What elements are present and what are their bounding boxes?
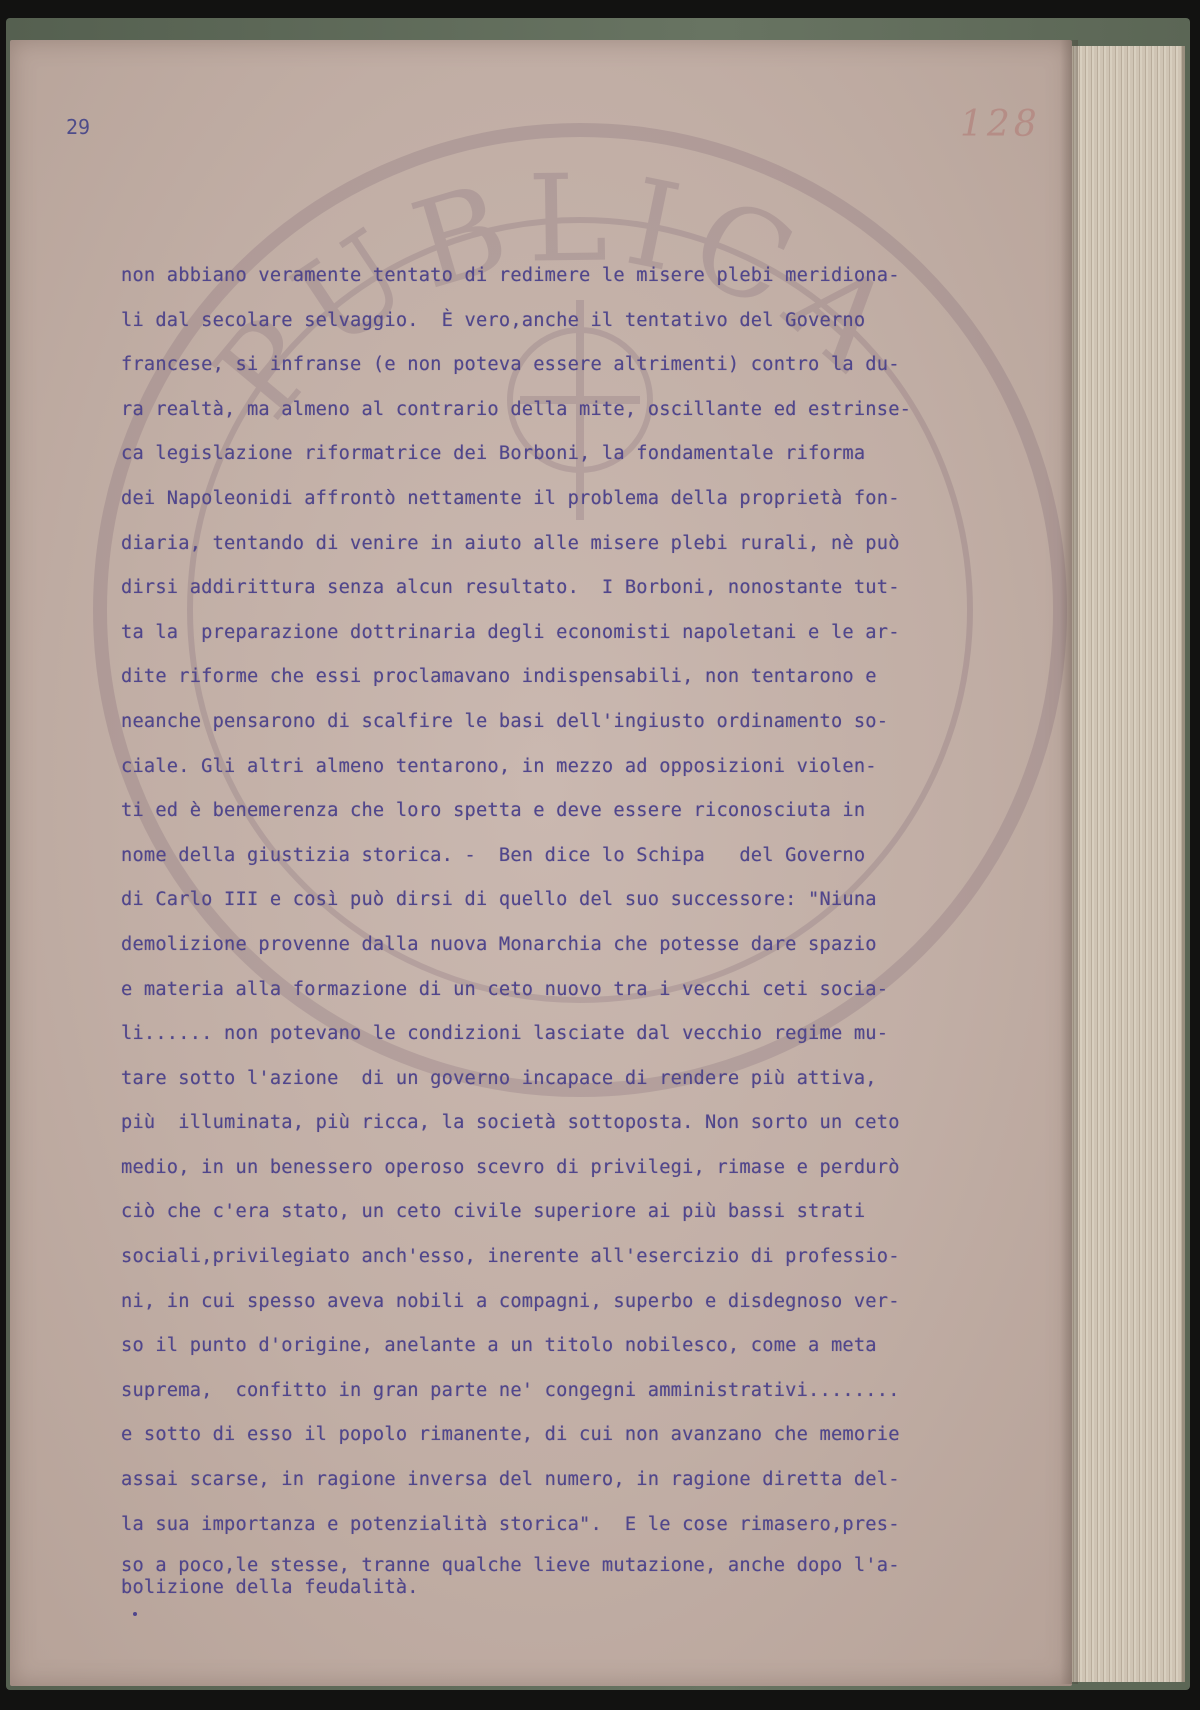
text-line: e sotto di esso il popolo rimanente, di cui non avanzano che memorie	[121, 1424, 900, 1446]
text-line: ti ed è benemerenza che loro spetta e deve essere riconosciuta in	[121, 800, 866, 822]
text-line: ta la preparazione dottrinaria degli economisti napoletani e le ar-	[121, 621, 900, 643]
text-line: suprema, confitto in gran parte ne' congegni amministrativi........	[121, 1379, 900, 1401]
text-line: dite riforme che essi proclamavano indispensabili, non tentarono e	[121, 666, 877, 688]
text-line: li dal secolare selvaggio. È vero,anche il tentativo del Governo	[121, 309, 866, 331]
text-line: demolizione provenne dalla nuova Monarchia che potesse dare spazio	[121, 933, 877, 955]
text-line: ciò che c'era stato, un ceto civile superiore ai più bassi strati	[121, 1201, 866, 1223]
ink-dot	[133, 1612, 137, 1616]
text-line: francese, si infranse (e non poteva essere altrimenti) contro la du-	[121, 354, 900, 376]
text-line: so il punto d'origine, anelante a un titolo nobilesco, come a meta	[121, 1335, 877, 1357]
text-line: assai scarse, in ragione inversa del numero, in ragione diretta del-	[121, 1469, 900, 1491]
text-line: bolizione della feudalità.	[121, 1577, 419, 1599]
text-line: più illuminata, più ricca, la società sottoposta. Non sorto un ceto	[121, 1112, 900, 1134]
text-line: medio, in un benessero operoso scevro di privilegi, rimase e perdurò	[121, 1156, 900, 1178]
handwritten-folio-number: 128	[960, 104, 1041, 145]
text-line: ciale. Gli altri almeno tentarono, in mezzo ad opposizioni violen-	[121, 755, 877, 777]
text-line: ca legislazione riformatrice dei Borboni, la fondamentale riforma	[121, 443, 866, 465]
text-line: tare sotto l'azione di un governo incapace di rendere più attiva,	[121, 1067, 877, 1089]
text-line: ra realtà, ma almeno al contrario della mite, oscillante ed estrinse-	[121, 398, 912, 420]
typewritten-body	[121, 254, 1056, 1599]
text-line: dirsi addirittura senza alcun resultato. I Borboni, nonostante tut-	[121, 577, 900, 599]
text-line: diaria, tentando di venire in aiuto alle misere plebi rurali, nè può	[121, 532, 900, 554]
page-number: 29	[66, 115, 91, 139]
text-line: li...... non potevano le condizioni lasciate dal vecchio regime mu-	[121, 1023, 889, 1045]
text-line: di Carlo III e così può dirsi di quello del suo successore: "Niuna	[121, 889, 877, 911]
text-line: neanche pensarono di scalfire le basi dell'ingiusto ordinamento so-	[121, 710, 889, 732]
text-line: sociali,privilegiato anch'esso, inerente all'esercizio di professio-	[121, 1246, 900, 1268]
gutter-shadow	[1060, 40, 1078, 1684]
text-line: e materia alla formazione di un ceto nuovo tra i vecchi ceti socia-	[121, 978, 889, 1000]
text-line: nome della giustizia storica. - Ben dice lo Schipa del Governo	[121, 844, 866, 866]
text-line: so a poco,le stesse, tranne qualche lieve mutazione, anche dopo l'a-	[121, 1555, 900, 1577]
text-line: non abbiano veramente tentato di redimere le misere plebi meridiona-	[121, 265, 900, 286]
text-line: dei Napoleonidi affrontò nettamente il problema della proprietà fon-	[121, 487, 900, 509]
page-edges	[1070, 46, 1185, 1682]
text-line: ni, in cui spesso aveva nobili a compagni, superbo e disdegnoso ver-	[121, 1290, 900, 1312]
stamp-text: PUBLICA	[189, 149, 929, 444]
text-line: la sua importanza e potenzialità storica". E le cose rimasero,pres-	[121, 1513, 900, 1535]
